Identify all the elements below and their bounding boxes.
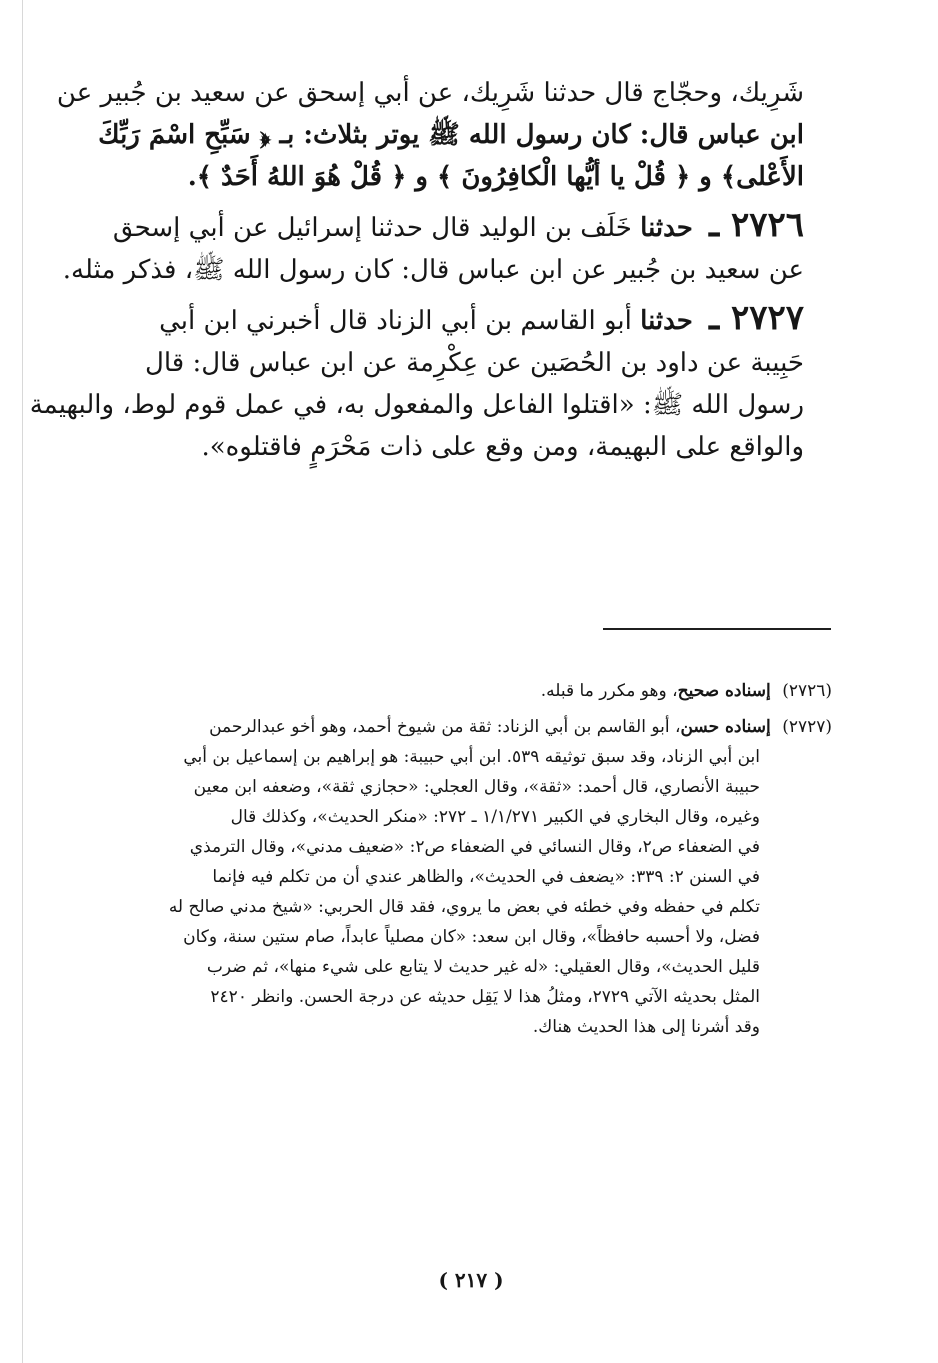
hadith-number: ٢٧٢٦ ـ	[709, 205, 804, 245]
intro-line: ابن عباس قال: كان رسول الله ﷺ يوتر بثلاث: بـ ﴿ سَبِّحِ اسْمَ رَبِّكَ	[98, 120, 804, 150]
footnote-divider	[603, 628, 831, 630]
hadith-number: ٢٧٢٧ ـ	[709, 298, 804, 338]
footnote-text: ، أبو القاسم بن أبي الزناد: ثقة من شيوخ أحمد، وهو أخو عبدالرحمن	[209, 717, 681, 737]
footnotes-block	[132, 676, 832, 1048]
hadith-2727	[29, 297, 804, 468]
footnote-grade: إسناده حسن	[680, 717, 771, 737]
footnote-2727	[132, 712, 832, 1042]
hadith-lead: حدثنا	[640, 213, 693, 243]
footnote-line: وقد أشرنا إلى هذا الحديث هناك.	[532, 1017, 760, 1037]
footnote-number: (٢٧٢٧)	[782, 717, 832, 737]
hadith-text-line: رسول الله ﷺ: «اقتلوا الفاعل والمفعول به، في عمل قوم لوط، والبهيمة	[29, 390, 804, 420]
footnote-line: وغيره، وقال البخاري في الكبير ١/١/٢٧١ ـ ٢٧٢: «منكر الحديث»، وكذلك قال	[230, 807, 760, 827]
footnote-line: فضل، ولا أحسبه حافظاً»، وقال ابن سعد: «كان مصلياً عابداً، صام ستين سنة، وكان	[183, 927, 760, 947]
footnote-line: المثل بحديثه الآتي ٢٧٢٩، ومثلُ هذا لا يَقِل حديثه عن درجة الحسن. وانظر ٢٤٢٠	[210, 987, 760, 1007]
main-text-block	[29, 72, 804, 468]
hadith-text: خَلَف بن الوليد قال حدثنا إسرائيل عن أبي إسحق	[112, 213, 632, 243]
footnote-line: في الضعفاء ص٢، وقال النسائي في الضعفاء ص٢: «ضعيف مدني»، وقال الترمذي	[189, 837, 760, 857]
footnote-line: في السنن ٢: ٣٣٩: «يضعف في الحديث»، والظاهر عندي أن من تكلم فيه فإنما	[212, 867, 760, 887]
hadith-2726	[62, 204, 804, 291]
hadith-lead: حدثنا	[640, 306, 693, 336]
footnote-line: ابن أبي الزناد، وقد سبق توثيقه ٥٣٩. ابن أبي حبيبة: هو إبراهيم بن إسماعيل بن أبي	[183, 747, 760, 767]
footnote-line	[132, 712, 832, 742]
intro-line: الأَعْلى﴾ و ﴿ قُلْ يا أيُّها الْكافِرُونَ ﴾ و ﴿ قُلْ هُوَ اللهُ أَحَدٌ ﴾.	[187, 162, 804, 192]
hadith-text: أبو القاسم بن أبي الزناد قال أخبرني ابن أبي	[159, 306, 632, 336]
footnote-line	[132, 676, 832, 706]
hadith-2727-first-line	[132, 297, 804, 342]
hadith-text-line: والواقع على البهيمة، ومن وقع على ذات مَحْرَمٍ فاقتلوه».	[201, 432, 804, 462]
footnote-line: تكلم في حفظه وفي خطئه في بعض ما يروي، فقد قال الحربي: «شيخ مدني صالح له	[168, 897, 760, 917]
intro-line: شَرِيك، وحجّاج قال حدثنا شَرِيك، عن أبي إسحق عن سعيد بن جُبير عن	[56, 78, 804, 108]
footnote-grade: إسناده صحيح	[677, 681, 771, 701]
hadith-text-line: عن سعيد بن جُبير عن ابن عباس قال: كان رسول الله ﷺ، فذكر مثله.	[62, 255, 804, 285]
page-edge-line	[22, 0, 23, 1363]
intro-paragraph	[56, 72, 804, 198]
footnote-text: ، وهو مكرر ما قبله.	[540, 681, 678, 701]
hadith-text-line: حَبِيبة عن داود بن الحُصَين عن عِكْرِمة عن ابن عباس قال: قال	[144, 348, 804, 378]
footnote-2726	[132, 676, 832, 706]
footnote-line: قليل الحديث»، وقال العقيلي: «له غير حديث لا يتابع على شيء منها»، ثم ضرب	[206, 957, 760, 977]
footnote-number: (٢٧٢٦)	[782, 681, 832, 701]
footnote-line: حبيبة الأنصاري، قال أحمد: «ثقة»، وقال العجلي: «حجازي ثقة»، وضعفه ابن معين	[193, 777, 760, 797]
hadith-2726-first-line	[112, 204, 804, 249]
page-number: ( ٢١٧ )	[438, 1268, 504, 1292]
